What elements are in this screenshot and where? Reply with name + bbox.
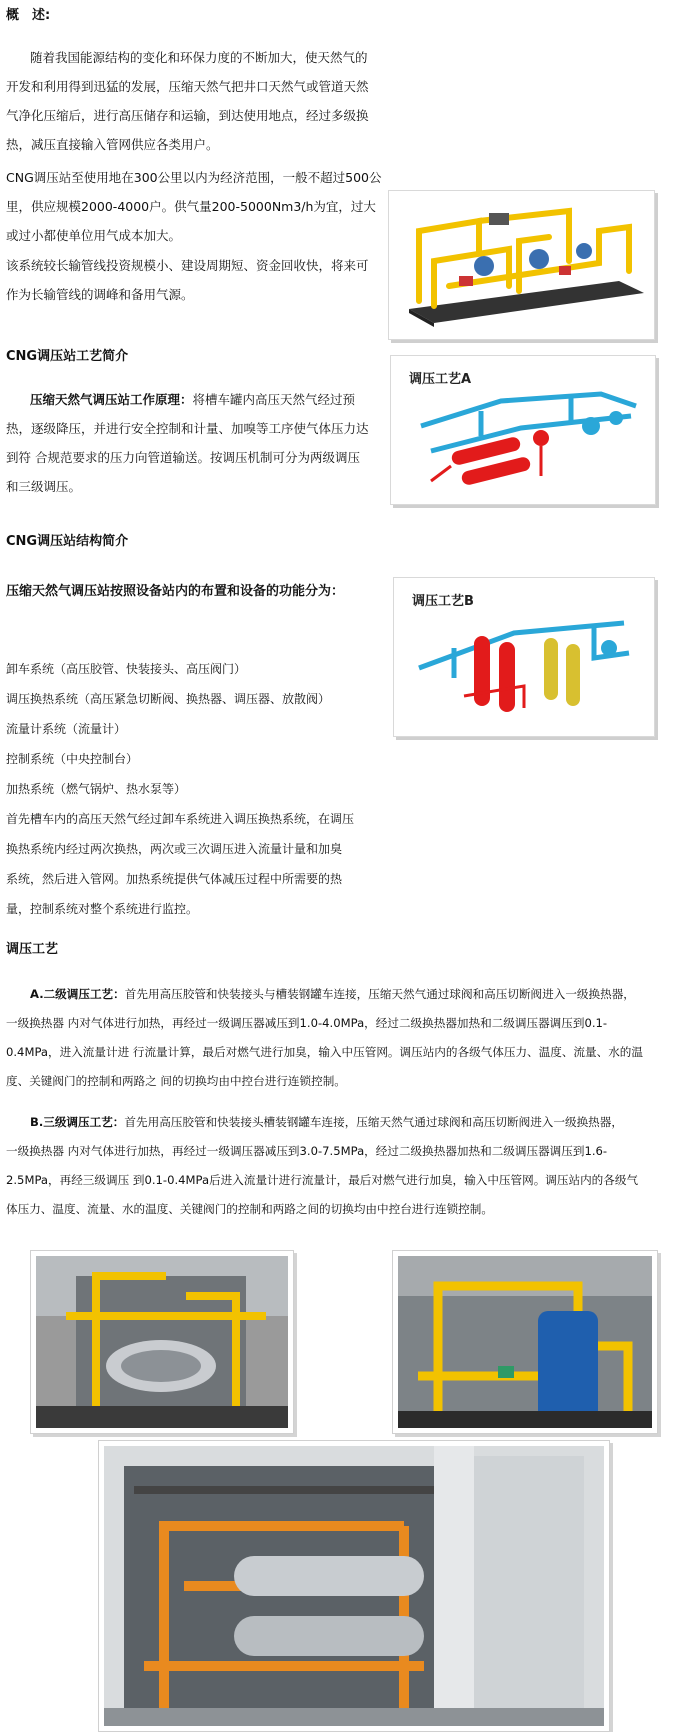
text-line: 将槽车罐内高压天然气经过预 bbox=[192, 392, 356, 407]
text-line: 该系统较长输管线投资规模小、建设周期短、资金回收快，将来可 bbox=[6, 258, 369, 273]
text-line: 2.5MPa，再经三级调压 到0.1-0.4MPa后进入流量计进行流量计，最后对燃气进行加臭，输入中压管网。调压站内的各级气 bbox=[6, 1173, 639, 1187]
list-item: 流量计系统（流量计） bbox=[6, 722, 127, 736]
structure-lead: 压缩天然气调压站按照设备站内的布置和设备的功能分为： bbox=[6, 584, 345, 599]
text-line: 一级换热器 内对气体进行加热，再经过一级调压器减压到3.0-7.5MPa，经过二级换热器加热和二级调压器调压到1.6- bbox=[6, 1144, 608, 1158]
text-line: 首先槽车内的高压天然气经过卸车系统进入调压换热系统，在调压 bbox=[6, 812, 355, 826]
structure-title: CNG调压站结构简介 bbox=[6, 534, 129, 549]
photo-cabinet-image bbox=[104, 1446, 604, 1726]
process-a-label: A.二级调压工艺： bbox=[30, 987, 125, 1001]
list-item: 调压换热系统（高压紧急切断阀、换热器、调压器、放散阀） bbox=[6, 692, 331, 706]
process-b-paragraph bbox=[6, 1108, 691, 1224]
process-b-caption: 调压工艺B bbox=[412, 594, 474, 609]
text-line: 和三级调压。 bbox=[6, 479, 82, 494]
list-item: 加热系统（燃气锅炉、热水泵等） bbox=[6, 782, 187, 796]
photo-yellow-skid bbox=[30, 1250, 294, 1434]
text-line: 系统，然后进入管网。加热系统提供气体减压过程中所需要的热 bbox=[6, 872, 343, 886]
text-line: 度、关键阀门的控制和两路之 间的切换均由中控台进行连锁控制。 bbox=[6, 1074, 346, 1088]
text-line: CNG调压站至使用地在300公里以内为经济范围，一般不超过500公 bbox=[6, 170, 382, 185]
photo-cabinet-station bbox=[98, 1440, 610, 1732]
text-line: 一级换热器 内对气体进行加热，再经过一级调压器减压到1.0-4.0MPa，经过二级换热器加热和二级调压器调压到0.1- bbox=[6, 1016, 608, 1030]
process-b-figure bbox=[393, 577, 655, 737]
text-line: 随着我国能源结构的变化和环保力度的不断加大，使天然气的 bbox=[30, 50, 368, 65]
text-line: 气净化压缩后，进行高压储存和运输，到达使用地点，经过多级换 bbox=[6, 108, 369, 123]
text-line: 开发和利用得到迅猛的发展，压缩天然气把井口天然气或管道天然 bbox=[6, 79, 369, 94]
list-item: 卸车系统（高压胶管、快装接头、高压阀门） bbox=[6, 662, 247, 676]
text-line: 换热系统内经过两次换热，两次或三次调压进入流量计量和加臭 bbox=[6, 842, 343, 856]
regulator-skid-render bbox=[388, 190, 655, 340]
text-line: 量，控制系统对整个系统进行监控。 bbox=[6, 902, 199, 916]
overview-title: 概 述: bbox=[6, 8, 51, 23]
process-a-paragraph bbox=[6, 980, 691, 1096]
process-title: CNG调压站工艺简介 bbox=[6, 349, 129, 364]
photo-blue-tank bbox=[392, 1250, 658, 1434]
process-a-caption: 调压工艺A bbox=[409, 372, 472, 387]
photo-blue-tank-image bbox=[398, 1256, 652, 1428]
text-line: 或过小都使单位用气成本加大。 bbox=[6, 228, 182, 243]
text-line: 作为长输管线的调峰和备用气源。 bbox=[6, 287, 194, 302]
overview-paragraph-2 bbox=[6, 163, 382, 250]
text-line: 0.4MPa，进入流量计进 行流量计算，最后对燃气进行加臭，输入中压管网。调压站内的各级气体压力、温度、流量、水的温 bbox=[6, 1045, 643, 1059]
principle-paragraph bbox=[6, 385, 369, 501]
text-line: 里，供应规模2000-4000户。供气量200-5000Nm3/h为宜，过大 bbox=[6, 199, 376, 214]
skid-illustration bbox=[389, 191, 654, 339]
systems-list bbox=[6, 654, 391, 924]
overview-paragraph-1 bbox=[6, 43, 369, 159]
process-a-figure bbox=[390, 355, 656, 505]
text-line: 热，减压直接输入管网供应各类用户。 bbox=[6, 137, 219, 152]
photo-yellow-skid-image bbox=[36, 1256, 288, 1428]
principle-label: 压缩天然气调压站工作原理： bbox=[30, 392, 193, 407]
text-line: 体压力、温度、流量、水的温度、关键阀门的控制和两路之间的切换均由中控台进行连锁控制。 bbox=[6, 1202, 493, 1216]
text-line: 首先用高压胶管和快装接头与槽装钢罐车连接，压缩天然气通过球阀和高压切断阀进入一级换热器， bbox=[124, 987, 635, 1001]
text-line: 热，逐级降压，并进行安全控制和计量、加嗅等工序使气体压力达 bbox=[6, 421, 369, 436]
overview-paragraph-3 bbox=[6, 251, 369, 309]
text-line: 首先用高压胶管和快装接头槽装钢罐车连接，压缩天然气通过球阀和高压切断阀进入一级换热器， bbox=[124, 1115, 623, 1129]
process-b-label: B.三级调压工艺： bbox=[30, 1115, 125, 1129]
text-line: 到符 合规范要求的压力向管道输送。按调压机制可分为两级调压 bbox=[6, 450, 360, 465]
list-item: 控制系统（中央控制台） bbox=[6, 752, 139, 766]
regulation-title: 调压工艺 bbox=[6, 942, 59, 957]
